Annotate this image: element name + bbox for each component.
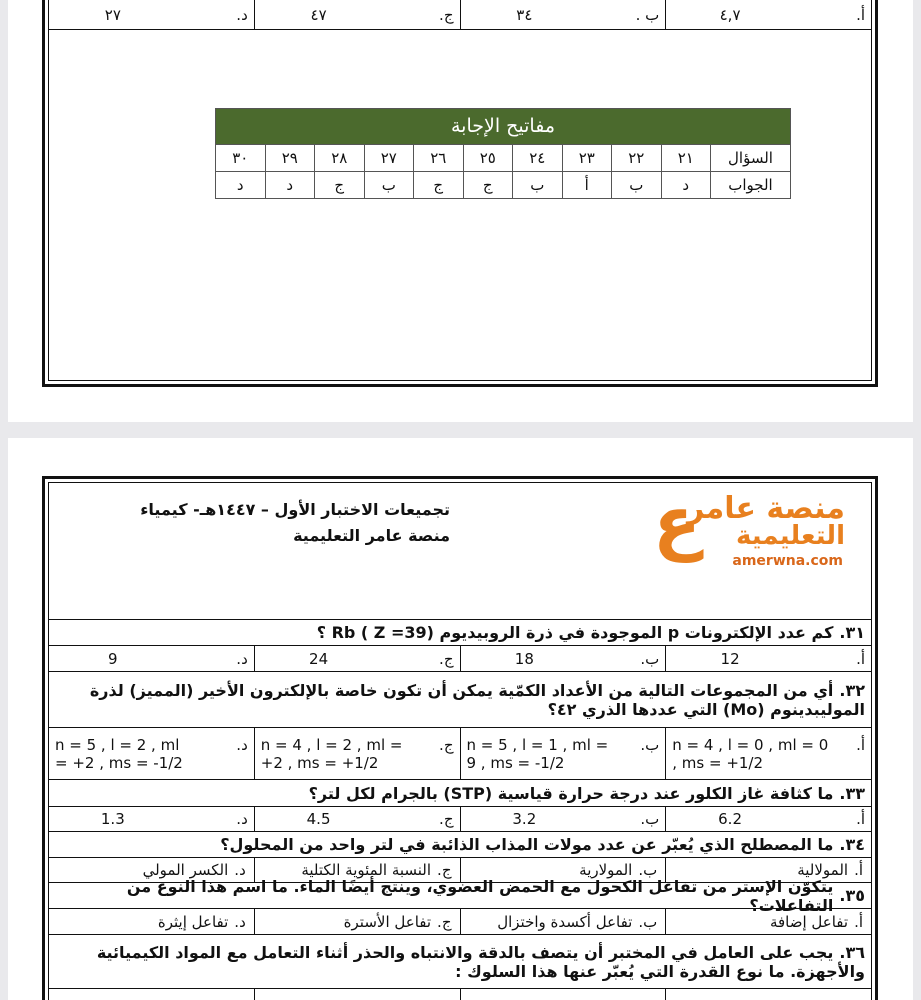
answer-key-title: مفاتيح الإجابة bbox=[216, 109, 790, 144]
platform-logo bbox=[635, 481, 855, 571]
question-number: ٢٥ bbox=[463, 145, 513, 171]
option-a: أ. n = 4 , l = 0 , ml = 0 , ms = +1/2 bbox=[665, 728, 871, 779]
previous-page bbox=[8, 0, 913, 422]
options-row-prev bbox=[49, 0, 871, 30]
page-inner-border bbox=[48, 482, 872, 1000]
question-number: ٢٦ bbox=[413, 145, 463, 171]
options-row bbox=[49, 807, 871, 832]
option-b: ب. تفاعل أكسدة واختزال bbox=[460, 909, 666, 934]
question-32 bbox=[49, 672, 871, 728]
options-row bbox=[49, 728, 871, 780]
options-row bbox=[49, 909, 871, 935]
answer-value: د bbox=[265, 172, 315, 198]
page-header bbox=[49, 483, 871, 620]
option-c: ج. النسبة المئوية الكتلية bbox=[254, 858, 460, 882]
current-page bbox=[8, 438, 913, 1000]
option-b: ب . ٣٤ bbox=[460, 0, 666, 29]
question-31 bbox=[49, 620, 871, 646]
options-row bbox=[49, 646, 871, 672]
answer-value: ج bbox=[463, 172, 513, 198]
option-d: د. ٢٧ bbox=[104, 5, 248, 24]
option-d: د. n = 5 , l = 2 , ml = +2 , ms = -1/2 bbox=[55, 735, 248, 772]
question-number: ٣٣. bbox=[839, 783, 865, 803]
question-number: ٢٩ bbox=[265, 145, 315, 171]
answer-key-table bbox=[215, 108, 791, 199]
option-c: ج. n = 4 , l = 2 , ml = +2 , ms = +1/2 bbox=[254, 728, 460, 779]
title-line: تجميعات الاختبار الأول – ١٤٤٧هـ- كيمياء bbox=[140, 500, 450, 519]
question-35 bbox=[49, 876, 871, 915]
question-number: ٢٣ bbox=[562, 145, 612, 171]
page-title bbox=[140, 497, 450, 548]
title-line: منصة عامر التعليمية bbox=[293, 525, 450, 545]
option-c bbox=[254, 989, 460, 1000]
answer-value: د bbox=[236, 176, 244, 194]
answer-value: ج bbox=[314, 172, 364, 198]
answer-value: ج bbox=[413, 172, 463, 198]
options-row-partial bbox=[49, 989, 871, 1000]
question-label: السؤال bbox=[710, 145, 790, 171]
answer-value: ب bbox=[364, 172, 414, 198]
option-a: أ. 12 bbox=[665, 646, 871, 671]
question-number: ٣٤. bbox=[839, 835, 865, 854]
option-b bbox=[460, 989, 666, 1000]
question-text-line: ٣٦.يجب على العامل في المختبر أن يتصف بالدقة والانتباه والحذر أثناء التعامل مع المواد الكيميائية bbox=[96, 942, 865, 962]
logo-text: التعليمية bbox=[735, 521, 845, 551]
question-number: ٣١. bbox=[839, 623, 865, 642]
answer-label: الجواب bbox=[710, 172, 790, 198]
option-b: ب. 18 bbox=[460, 646, 666, 671]
option-c: ج. 24 bbox=[254, 646, 460, 671]
answer-value: ب bbox=[611, 172, 661, 198]
page-border bbox=[42, 0, 878, 387]
answer-value: د bbox=[661, 172, 711, 198]
answer-value: ب bbox=[512, 172, 562, 198]
answer-value: أ bbox=[562, 172, 612, 198]
question-number: ٣٥. bbox=[839, 886, 865, 905]
question-number: ٣٠ bbox=[232, 149, 249, 167]
question-text-line: والأجهزة. ما نوع القدرة التي يُعبّر عنها هذا السلوك : bbox=[455, 961, 865, 981]
option-d: د. 9 bbox=[108, 649, 248, 668]
page-border bbox=[42, 476, 878, 1000]
question-number: ٢٢ bbox=[611, 145, 661, 171]
option-b: ب. n = 5 , l = 1 , ml = 9 , ms = -1/2 bbox=[460, 728, 666, 779]
question-number: ٢٨ bbox=[314, 145, 364, 171]
question-text-line: ٣٢.أي من المجموعات التالية من الأعداد الكمّية يمكن أن تكون خاصة بالإلكترون الأخير (المميز) لذرة bbox=[89, 680, 865, 700]
question-number: ٢٧ bbox=[364, 145, 414, 171]
option-d bbox=[49, 989, 254, 1000]
logo-text: منصة عامر bbox=[686, 491, 845, 526]
option-b: ب. المولارية bbox=[460, 858, 666, 882]
question-text: ما كثافة غاز الكلور عند درجة حرارة قياسية (STP) بالجرام لكل لتر؟ bbox=[308, 783, 834, 803]
option-d: د. 1.3 bbox=[100, 810, 248, 828]
question-text-line: الموليبدينوم (Mo) التي عددها الذري ٤٢؟ bbox=[547, 699, 865, 719]
option-c: ج. تفاعل الأسترة bbox=[254, 909, 460, 934]
question-36 bbox=[49, 935, 871, 989]
question-text: يتكوّن الإستر من تفاعل الكحول مع الحمض العضوي، وينتج أيضًا الماء. ما اسم هذا النوع من التفاعلات؟ bbox=[126, 876, 834, 915]
option-a bbox=[665, 989, 871, 1000]
question-number: ٢٤ bbox=[512, 145, 562, 171]
question-34 bbox=[49, 832, 871, 858]
option-d: د. الكسر المولي bbox=[142, 861, 246, 879]
option-a: أ. 6.2 bbox=[665, 807, 871, 831]
question-text: ما المصطلح الذي يُعبّر عن عدد مولات المذاب الذائبة في لتر واحد من المحلول؟ bbox=[220, 835, 834, 854]
question-number: ٢١ bbox=[661, 145, 711, 171]
option-c: ج. 4.5 bbox=[254, 807, 460, 831]
question-text: كم عدد الإلكترونات p الموجودة في ذرة الروبيديوم (39= Rb ( Z ؟ bbox=[316, 623, 834, 642]
answer-key-answer-row bbox=[216, 171, 790, 198]
logo-url: amerwna.com bbox=[732, 553, 843, 569]
option-a: أ. تفاعل إضافة bbox=[665, 909, 871, 934]
answer-key-question-row bbox=[216, 144, 790, 171]
option-a: أ. ٤,٧ bbox=[665, 0, 871, 29]
option-b: ب. 3.2 bbox=[460, 807, 666, 831]
option-d: د. تفاعل إيثرة bbox=[157, 912, 246, 931]
option-a: أ. المولالية bbox=[665, 858, 871, 882]
question-33 bbox=[49, 780, 871, 807]
option-c: ج. ٤٧ bbox=[254, 0, 460, 29]
page-inner-border bbox=[48, 0, 872, 381]
logo-mark: ع bbox=[653, 481, 701, 563]
